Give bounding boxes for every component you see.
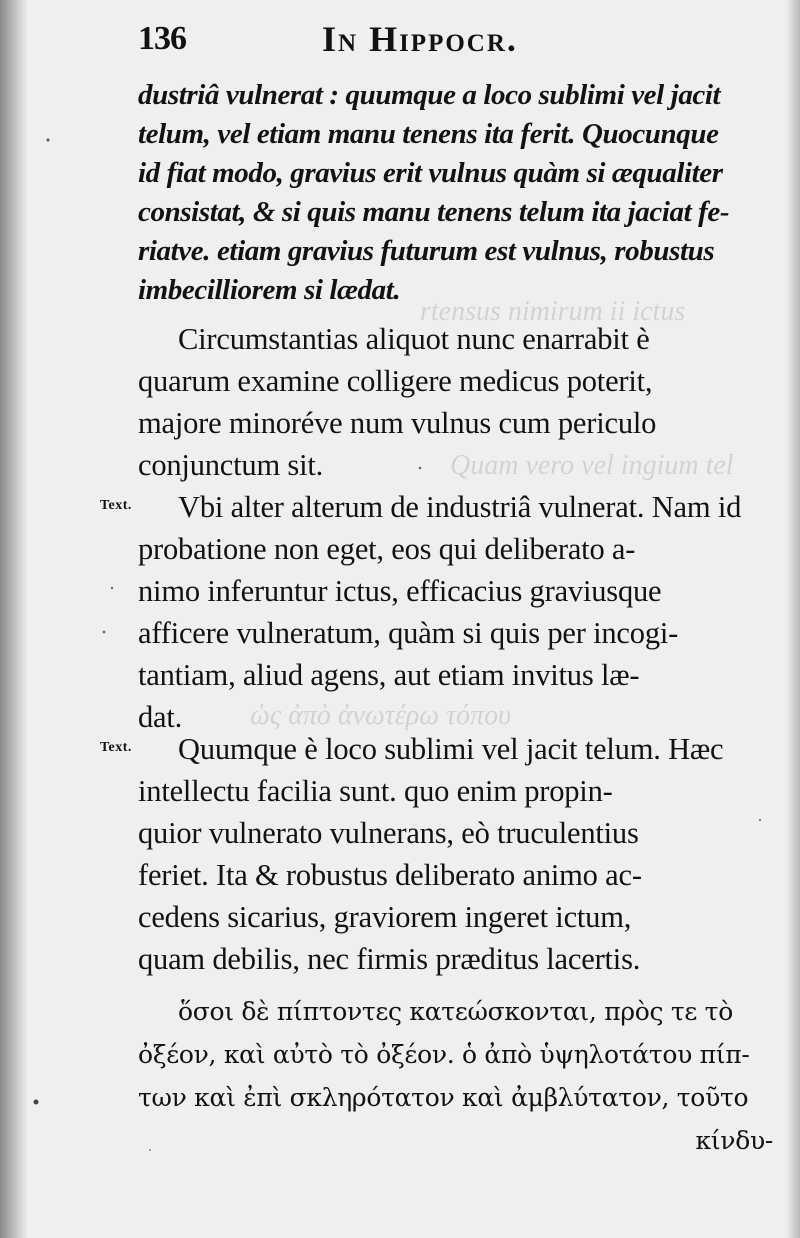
page-edge-shadow <box>786 0 800 1238</box>
text-line: conjunctum sit. <box>138 448 324 482</box>
text-line: dustriâ vulnerat : quumque a loco sublimi vel jacit <box>138 79 721 111</box>
commentary-paragraph <box>138 318 783 486</box>
margin-label-text: Text. <box>100 498 132 513</box>
italic-quotation-block <box>138 76 783 310</box>
text-line: consistat, & si quis manu tenens telum ita jaciat fe- <box>138 196 730 228</box>
text-line: intellectu facilia sunt. quo enim propin- <box>138 774 613 808</box>
text-line: probatione non eget, eos qui deliberato a- <box>138 532 636 566</box>
text-line: Quumque è loco sublimi vel jacit telum. Hæc <box>178 732 724 766</box>
binding-shadow <box>0 0 28 1238</box>
text-line: quam debilis, nec firmis præditus lacertis. <box>138 942 641 976</box>
text-line: nimo inferuntur ictus, efficacius graviusque <box>138 574 662 608</box>
commentary-paragraph <box>138 728 783 980</box>
text-line: Circumstantias aliquot nunc enarrabit è <box>178 322 650 356</box>
text-line: telum, vel etiam manu tenens ita ferit. Quocunque <box>138 118 719 150</box>
text-line: quior vulnerato vulnerans, eò truculentius <box>138 816 639 850</box>
text-line: quarum examine colligere medicus poterit, <box>138 364 653 398</box>
running-head: In Hippocr. <box>322 19 518 59</box>
text-line: ὀξέον, καὶ αὐτὸ τὸ ὀξέον. ὁ ἀπὸ ὑψηλοτάτου πίπ- <box>138 1040 750 1069</box>
page-header <box>132 14 772 66</box>
show-through-text: ὡς ἀπὸ ἀνωτέρω τόπου <box>250 700 511 731</box>
text-line: feriet. Ita & robustus deliberato animo ac- <box>138 858 642 892</box>
text-line: των καὶ ἐπὶ σκληρότατον καὶ ἀμβλύτατον, τοῦτο <box>138 1083 749 1112</box>
show-through-text: rtensus nimirum ii ictus <box>420 296 686 327</box>
page-number: 136 <box>138 20 186 57</box>
text-line: riatve. etiam gravius futurum est vulnus, robustus <box>138 235 715 267</box>
catchword: κίνδυ- <box>695 1126 773 1155</box>
text-line: ὅσοι δὲ πίπτοντες κατεώσκονται, πρὸς τε τὸ <box>178 997 733 1026</box>
text-line: imbecilliorem si lædat. <box>138 274 401 306</box>
text-line: dat. <box>138 700 183 734</box>
commentary-paragraph <box>138 486 783 738</box>
text-line: id fiat modo, gravius erit vulnus quàm si æqualiter <box>138 157 723 189</box>
show-through-text: Quam vero vel ingium tel <box>450 450 734 481</box>
greek-paragraph <box>138 990 783 1162</box>
text-line: Vbi alter alterum de industriâ vulnerat. Nam id <box>178 490 742 524</box>
text-line: majore minoréve num vulnus cum periculo <box>138 406 657 440</box>
text-line: afficere vulneratum, quàm si quis per incogi- <box>138 616 679 650</box>
text-line: tantiam, aliud agens, aut etiam invitus læ- <box>138 658 640 692</box>
text-line: cedens sicarius, graviorem ingeret ictum, <box>138 900 632 934</box>
margin-label-text: Text. <box>100 740 132 755</box>
